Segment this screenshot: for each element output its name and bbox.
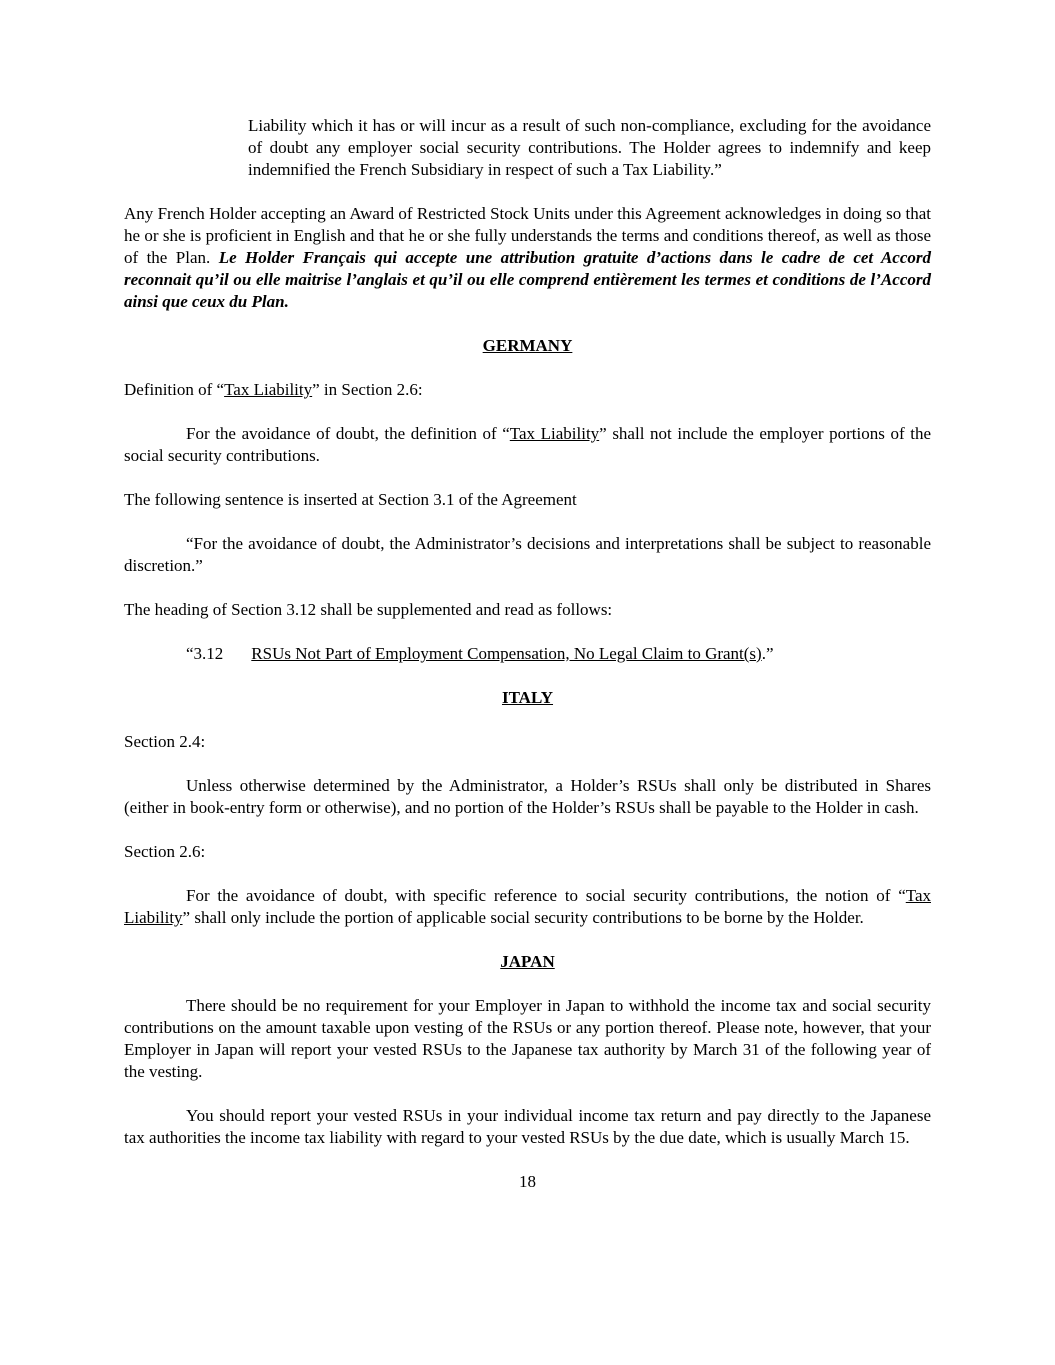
italy-section-2-4-paragraph: Unless otherwise determined by the Administrator, a Holder’s RSUs shall only be distributed in Shares (either in book-entry form or otherwise), and no portion of the Holder’s RSUs shall be payable to the Holder in cash.: [124, 776, 931, 817]
japan-heading-text: JAPAN: [500, 952, 555, 971]
page-number: 18: [519, 1172, 536, 1191]
germany-insert-line: The following sentence is inserted at Section 3.1 of the Agreement: [124, 490, 577, 509]
japan-paragraph-1: There should be no requirement for your Employer in Japan to withhold the income tax and social security contributions on the amount taxable upon vesting of the RSUs or any portion thereof. Please note, however, that your Employer in Japan will report your vested RSUs to the Japanese tax authority by March 31 of the following year of the vesting.: [124, 996, 931, 1081]
france-acknowledgement-paragraph: [124, 203, 931, 313]
germany-insert-paragraph: “For the avoidance of doubt, the Administrator’s decisions and interpretations shall be subject to reasonable discretion.”: [124, 534, 931, 575]
definition-para-suffix: ” shall not include the employer portions of the social security contributions.: [124, 424, 931, 465]
italy-section-2-4-label: Section 2.4:: [124, 732, 206, 751]
germany-definition-line: [124, 379, 931, 401]
japan-paragraph-2: You should report your vested RSUs in your individual income tax return and pay directly to the Japanese tax authorities the income tax liability with regard to your vested RSUs by the due date, which is usually March 15.: [124, 1106, 931, 1147]
italy-section-2-6-label: Section 2.6:: [124, 842, 206, 861]
germany-definition-paragraph: [124, 423, 931, 467]
tax-liability-term: Tax Liability: [124, 886, 931, 927]
japan-heading: [124, 951, 931, 973]
germany-heading-text: GERMANY: [482, 336, 573, 355]
france-acknowledgement-french: Le Holder Français qui accepte une attribution gratuite d’actions dans le cadre de cet Accord reconnait qu’il ou elle maitrise l’anglais et qu’il ou elle comprend entièrement les termes et conditions de l’Accord ainsi que ceux du Plan.: [124, 248, 931, 311]
section-3-12-suffix: .”: [761, 644, 774, 663]
definition-line-suffix: ” in Section 2.6:: [312, 380, 423, 399]
france-acknowledgement-english: Any French Holder accepting an Award of Restricted Stock Units under this Agreement acknowledges in doing so that he or she is proficient in English and that he or she fully understands the terms and conditions thereof, as well as those of the Plan.: [124, 204, 931, 267]
section-3-12-title: RSUs Not Part of Employment Compensation, No Legal Claim to Grant(s): [251, 644, 762, 663]
sec26-para-prefix: For the avoidance of doubt, with specific reference to social security contributions, the notion of “: [186, 886, 906, 905]
germany-section-3-12-line: [124, 643, 931, 665]
tax-liability-term: Tax Liability: [224, 380, 313, 399]
definition-para-prefix: For the avoidance of doubt, the definition of “: [186, 424, 510, 443]
italy-heading: [124, 687, 931, 709]
section-number: “3.12: [186, 644, 224, 663]
italy-section-2-6-paragraph: [124, 885, 931, 929]
germany-heading: [124, 335, 931, 357]
sec26-para-suffix: ” shall only include the portion of applicable social security contributions to be borne by the Holder.: [182, 908, 864, 927]
france-quote-continuation: Liability which it has or will incur as a result of such non-compliance, excluding for the avoidance of doubt any employer social security contributions. The Holder agrees to indemnify and keep indemnified the French Subsidiary in respect of such a Tax Liability.”: [248, 116, 931, 179]
definition-line-prefix: Definition of “: [124, 380, 225, 399]
tax-liability-term: Tax Liability: [509, 424, 600, 443]
italy-heading-text: ITALY: [501, 688, 554, 707]
germany-heading-supplement-line: The heading of Section 3.12 shall be supplemented and read as follows:: [124, 600, 613, 619]
